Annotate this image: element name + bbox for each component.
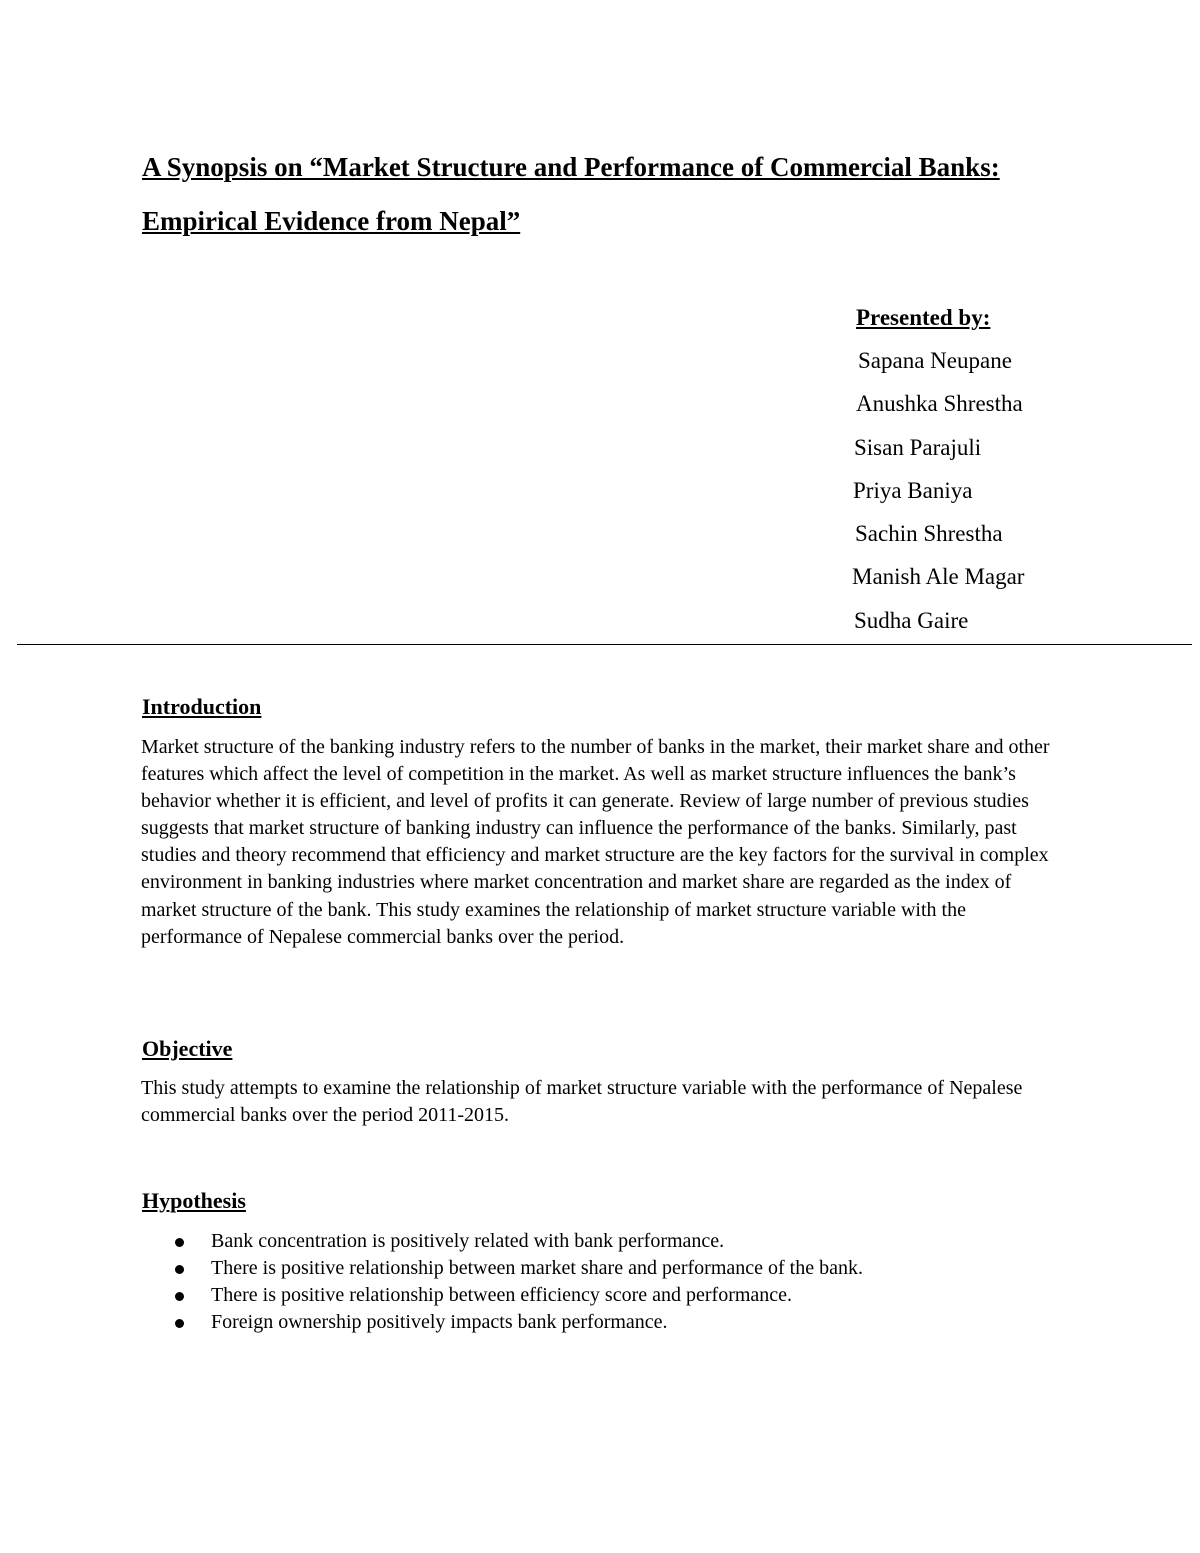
- hypothesis-list: [141, 1228, 863, 1336]
- hypothesis-text: Foreign ownership positively impacts bank performance.: [211, 1311, 668, 1333]
- presenter-name: Manish Ale Magar: [852, 564, 1025, 590]
- introduction-heading: Introduction: [142, 694, 262, 719]
- hypothesis-text: There is positive relationship between market share and performance of the bank.: [211, 1257, 863, 1279]
- presenter-name: Priya Baniya: [853, 477, 973, 503]
- bullet-icon: [175, 1265, 184, 1274]
- objective-heading: Objective: [142, 1036, 233, 1061]
- list-item: [141, 1309, 863, 1336]
- presenter-name: Sachin Shrestha: [855, 521, 1003, 547]
- list-item: [141, 1282, 863, 1309]
- bullet-icon: [175, 1292, 184, 1301]
- introduction-body: Market structure of the banking industry refers to the number of banks in the market, their market share and other features which affect the level of competition in the market. As well as market structure influences the bank’s behavior whether it is efficient, and level of profits it can generate. Review of large number of previous studies suggests that market structure of banking industry can influence the performance of the banks. Similarly, past studies and theory recommend that efficiency and market structure are the key factors for the survival in complex environment in banking industries where market concentration and market share are regarded as the index of market structure of the bank. This study examines the relationship of market structure variable with the performance of Nepalese commercial banks over the period.: [141, 736, 1050, 948]
- bullet-icon: [175, 1238, 184, 1247]
- presenter-name: Sudha Gaire: [854, 607, 969, 633]
- bullet-icon: [175, 1319, 184, 1328]
- presented-by-heading: Presented by:: [856, 305, 991, 330]
- horizontal-divider: [17, 644, 1192, 645]
- objective-body: This study attempts to examine the relationship of market structure variable with the performance of Nepalese commercial banks over the period 2011-2015.: [141, 1077, 1023, 1127]
- hypothesis-text: There is positive relationship between efficiency score and performance.: [211, 1284, 793, 1306]
- presenter-name: Anushka Shrestha: [856, 391, 1023, 417]
- list-item: [141, 1228, 863, 1255]
- list-item: [141, 1255, 863, 1282]
- hypothesis-text: Bank concentration is positively related with bank performance.: [211, 1230, 725, 1252]
- presented-by-block: [852, 296, 1182, 642]
- hypothesis-heading: Hypothesis: [142, 1188, 246, 1213]
- presenter-name: Sisan Parajuli: [854, 434, 982, 460]
- document-title: A Synopsis on “Market Structure and Performance of Commercial Banks: Empirical Evidence from Nepal”: [142, 152, 1000, 236]
- presenter-name: Sapana Neupane: [858, 348, 1012, 373]
